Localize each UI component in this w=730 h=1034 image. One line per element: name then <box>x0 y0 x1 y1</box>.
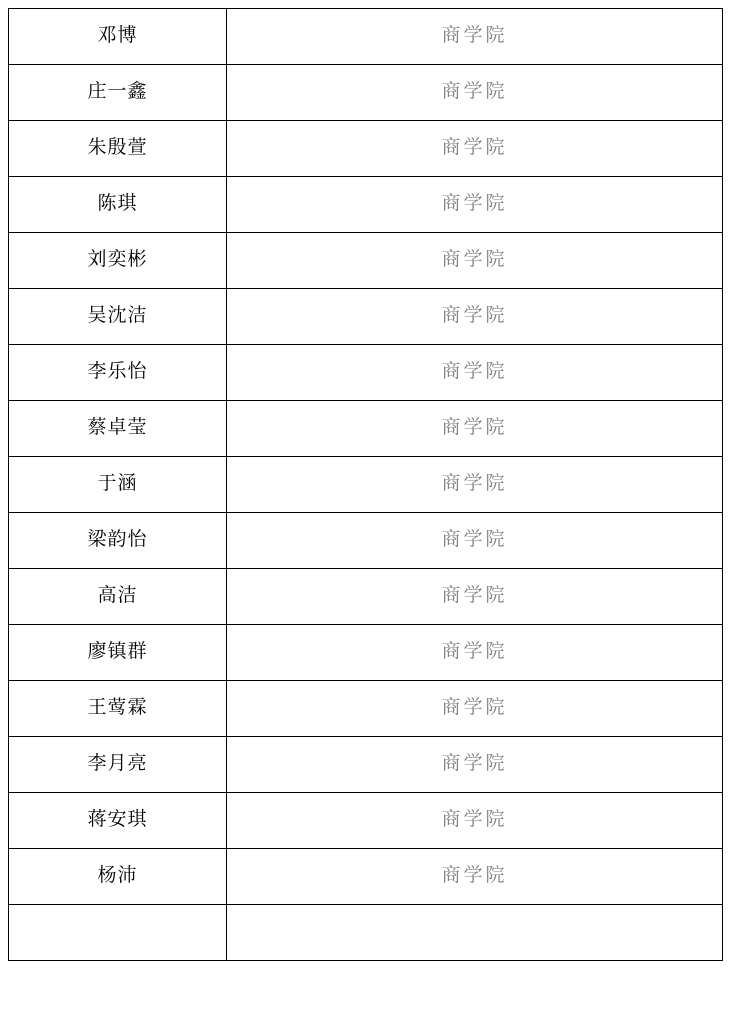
student-name-cell: 朱殷萱 <box>9 121 227 177</box>
table-row <box>9 121 723 177</box>
student-name-cell: 李月亮 <box>9 737 227 793</box>
student-name-cell: 于涵 <box>9 457 227 513</box>
student-dept-cell: 商学院 <box>227 177 723 233</box>
table-row <box>9 625 723 681</box>
table-row <box>9 793 723 849</box>
table-row-partial <box>9 905 723 961</box>
student-name-cell: 陈琪 <box>9 177 227 233</box>
table-row <box>9 569 723 625</box>
student-name-cell: 邓博 <box>9 9 227 65</box>
roster-table <box>8 8 723 961</box>
student-name-cell: 王莺霖 <box>9 681 227 737</box>
student-dept-cell: 商学院 <box>227 681 723 737</box>
table-row <box>9 65 723 121</box>
student-dept-cell: 商学院 <box>227 849 723 905</box>
student-name-cell: 杨沛 <box>9 849 227 905</box>
student-dept-cell: 商学院 <box>227 793 723 849</box>
table-row <box>9 849 723 905</box>
student-dept-cell: 商学院 <box>227 513 723 569</box>
table-row <box>9 233 723 289</box>
student-dept-cell: 商学院 <box>227 345 723 401</box>
student-dept-cell: 商学院 <box>227 625 723 681</box>
table-row <box>9 401 723 457</box>
student-name-cell: 梁韵怡 <box>9 513 227 569</box>
table-row <box>9 513 723 569</box>
student-name-cell: 廖镇群 <box>9 625 227 681</box>
student-name-cell: 蔡卓莹 <box>9 401 227 457</box>
table-row <box>9 177 723 233</box>
student-name-cell <box>9 905 227 961</box>
student-dept-cell: 商学院 <box>227 233 723 289</box>
student-dept-cell: 商学院 <box>227 569 723 625</box>
student-dept-cell: 商学院 <box>227 737 723 793</box>
roster-table-body <box>9 9 723 961</box>
student-dept-cell: 商学院 <box>227 65 723 121</box>
student-name-cell: 庄一鑫 <box>9 65 227 121</box>
table-row <box>9 737 723 793</box>
student-dept-cell <box>227 905 723 961</box>
table-row <box>9 9 723 65</box>
student-name-cell: 李乐怡 <box>9 345 227 401</box>
student-dept-cell: 商学院 <box>227 289 723 345</box>
table-row <box>9 681 723 737</box>
student-dept-cell: 商学院 <box>227 121 723 177</box>
student-name-cell: 吴沈洁 <box>9 289 227 345</box>
student-dept-cell: 商学院 <box>227 9 723 65</box>
student-name-cell: 高洁 <box>9 569 227 625</box>
table-row <box>9 457 723 513</box>
table-row <box>9 289 723 345</box>
student-name-cell: 蒋安琪 <box>9 793 227 849</box>
student-name-cell: 刘奕彬 <box>9 233 227 289</box>
table-row <box>9 345 723 401</box>
student-dept-cell: 商学院 <box>227 401 723 457</box>
student-dept-cell: 商学院 <box>227 457 723 513</box>
